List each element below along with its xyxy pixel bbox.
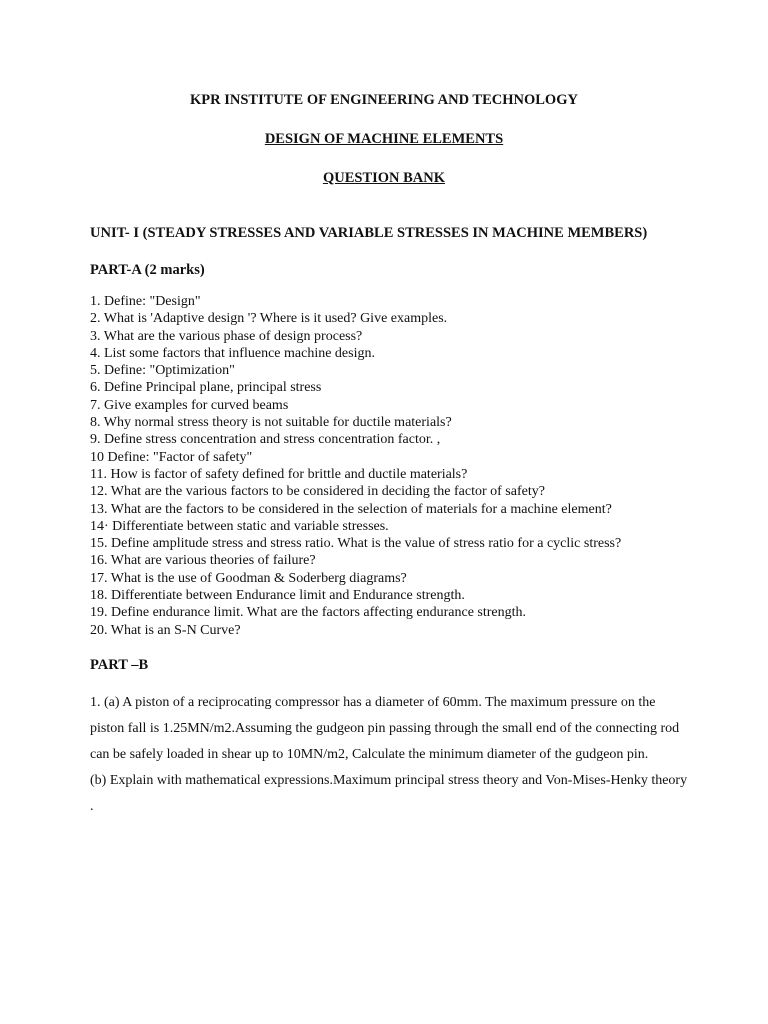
- part-a-question: 4. List some factors that influence machine design.: [90, 345, 375, 361]
- part-a-question: 11. How is factor of safety defined for brittle and ductile materials?: [90, 466, 468, 482]
- part-a-question: 10 Define: "Factor of safety": [90, 449, 253, 465]
- part-a-question: 18. Differentiate between Endurance limit and Endurance strength.: [90, 588, 465, 604]
- part-a-question: 16. What are various theories of failure?: [90, 553, 316, 569]
- subject-title: DESIGN OF MACHINE ELEMENTS: [264, 131, 504, 147]
- part-a-question: 13. What are the factors to be considered in the selection of materials for a machine element?: [90, 501, 612, 517]
- part-a-heading: PART-A (2 marks): [90, 262, 205, 278]
- part-a-question: 20. What is an S-N Curve?: [90, 622, 241, 638]
- part-a-question: 5. Define: "Optimization": [90, 363, 235, 379]
- part-a-question: 2. What is 'Adaptive design '? Where is it used? Give examples.: [90, 311, 448, 327]
- part-a-question: 17. What is the use of Goodman & Soderberg diagrams?: [90, 570, 407, 586]
- part-a-question: 15. Define amplitude stress and stress ratio. What is the value of stress ratio for a cyclic stress?: [90, 536, 622, 552]
- part-b-question: (b) Explain with mathematical expressions.Maximum principal stress theory and Von-Mises-Henky theory .: [90, 773, 688, 814]
- unit-heading: UNIT- I (STEADY STRESSES AND VARIABLE STRESSES IN MACHINE MEMBERS): [90, 225, 648, 241]
- part-a-question-list: [90, 293, 621, 639]
- part-a-question: 19. Define endurance limit. What are the factors affecting endurance strength.: [90, 605, 527, 621]
- part-a-question: 1. Define: "Design": [90, 294, 201, 309]
- part-b-heading: PART –B: [90, 657, 149, 673]
- part-a-question: 9. Define stress concentration and stress concentration factor. ,: [90, 432, 441, 448]
- part-a-question: 8. Why normal stress theory is not suitable for ductile materials?: [90, 415, 452, 431]
- part-a-question: 12. What are the various factors to be considered in deciding the factor of safety?: [90, 484, 545, 500]
- part-b-question-list: [90, 690, 690, 820]
- part-a-question: 3. What are the various phase of design process?: [90, 328, 363, 344]
- part-a-question: 6. Define Principal plane, principal stress: [90, 380, 322, 396]
- part-a-question: 7. Give examples for curved beams: [90, 397, 289, 413]
- institute-title: KPR INSTITUTE OF ENGINEERING AND TECHNOLOGY: [190, 92, 578, 108]
- part-b-question: 1. (a) A piston of a reciprocating compressor has a diameter of 60mm. The maximum pressure on the piston fall is 1.25MN/m2.Assuming the gudgeon pin passing through the small end of the connecting rod can be safely loaded in shear up to 10MN/m2, Calculate the minimum diameter of the gudgeon pin.: [90, 695, 680, 762]
- document-type-title: QUESTION BANK: [322, 170, 446, 186]
- part-a-question: 14· Differentiate between static and variable stresses.: [90, 518, 389, 534]
